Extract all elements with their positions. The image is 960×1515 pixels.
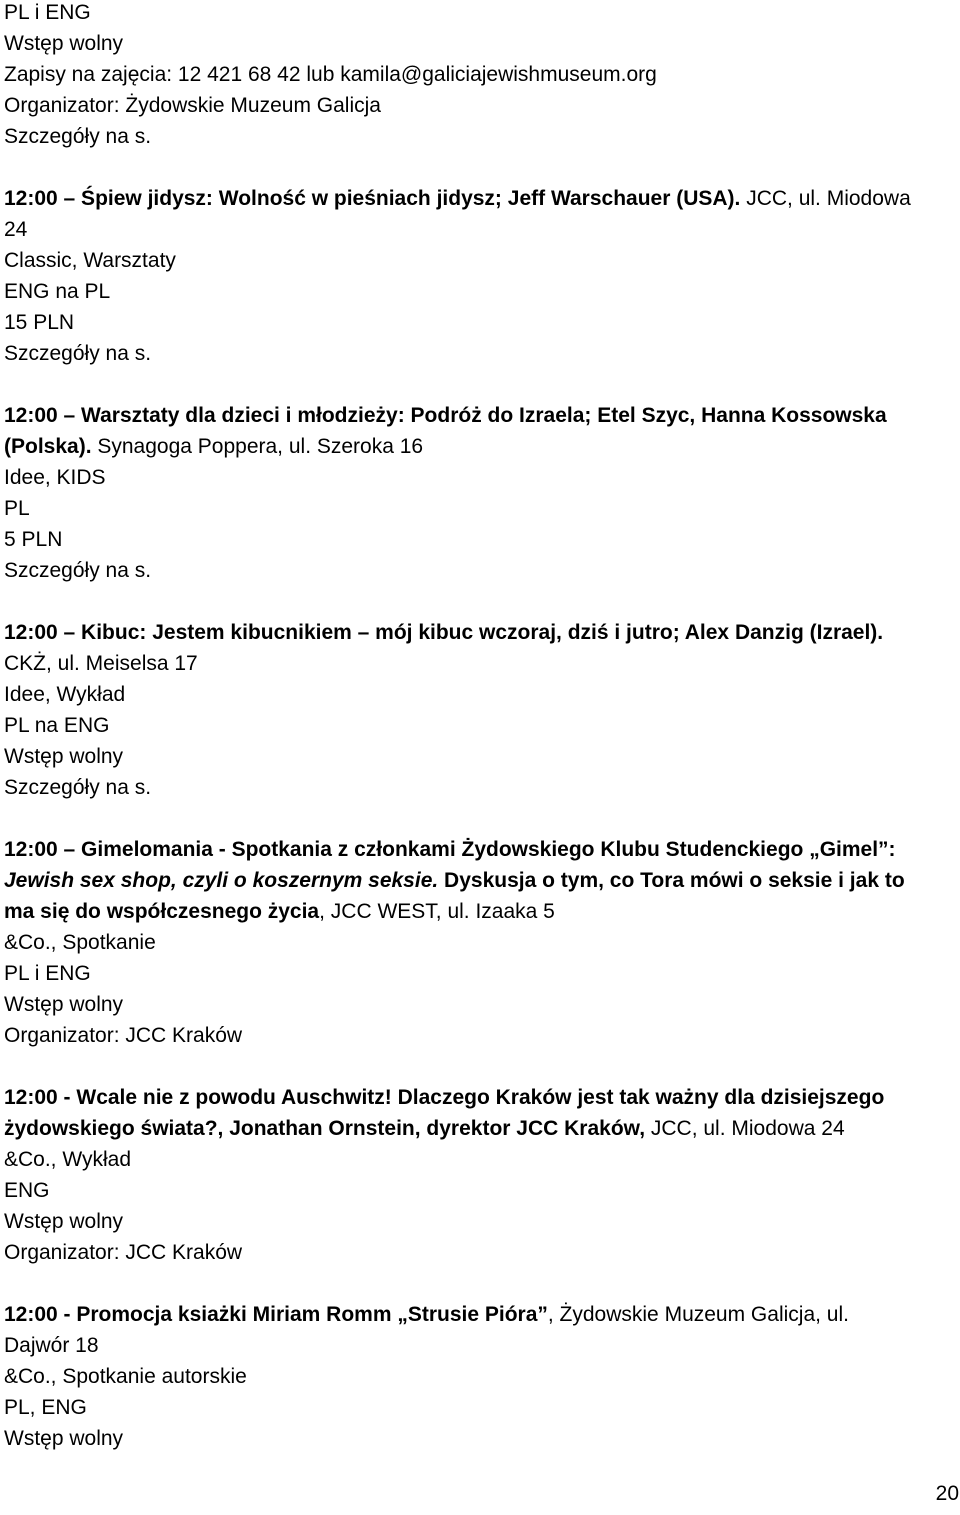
language-line: PL: [4, 497, 30, 520]
details-line: Szczegóły na s.: [4, 125, 152, 148]
event-block-3: [4, 617, 932, 803]
event-block-1: [4, 183, 932, 369]
price-line: Wstęp wolny: [4, 32, 124, 55]
category-line: Classic, Warsztaty: [4, 249, 176, 272]
category-line: &Co., Wykład: [4, 1148, 132, 1171]
language-line: ENG: [4, 1179, 50, 1202]
details-line: Szczegóły na s.: [4, 776, 152, 799]
price-line: 15 PLN: [4, 311, 75, 334]
organizer-line: Organizator: JCC Kraków: [4, 1241, 243, 1264]
event-block-4: [4, 834, 932, 1051]
event-venue: JCC, ul. Miodowa: [740, 187, 911, 210]
organizer-line: Organizator: JCC Kraków: [4, 1024, 243, 1047]
event-block-5: [4, 1082, 932, 1268]
event-title: 12:00 - Wcale nie z powodu Auschwitz! Dlaczego Kraków jest tak ważny dla dzisiejszego: [4, 1086, 885, 1109]
event-title: 12:00 – Śpiew jidysz: Wolność w pieśniach jidysz; Jeff Warschauer (USA).: [4, 187, 741, 210]
language-line: PL i ENG: [4, 1, 91, 24]
organizer-line: Organizator: Żydowskie Muzeum Galicja: [4, 94, 381, 117]
event-title: 12:00 – Gimelomania - Spotkania z członkami Żydowskiego Klubu Studenckiego „Gimel”:: [4, 838, 896, 861]
event-venue-cont: 24: [4, 218, 28, 241]
language-line: PL na ENG: [4, 714, 110, 737]
event-venue: CKŻ, ul. Meiselsa 17: [4, 652, 198, 675]
event-venue: Synagoga Poppera, ul. Szeroka 16: [91, 435, 424, 458]
event-title: 12:00 – Warsztaty dla dzieci i młodzieży: Podróż do Izraela; Etel Szyc, Hanna Kossowska: [4, 404, 887, 427]
event-title-cont: Dyskusja o tym, co Tora mówi o seksie i jak to: [438, 869, 905, 892]
price-line: Wstęp wolny: [4, 745, 124, 768]
event-title: 12:00 - Promocja ksiażki Miriam Romm „Strusie Pióra”: [4, 1303, 548, 1326]
event-venue: , JCC WEST, ul. Izaaka 5: [319, 900, 555, 923]
category-line: Idee, KIDS: [4, 466, 106, 489]
page-number: 20: [935, 1482, 959, 1505]
language-line: PL i ENG: [4, 962, 91, 985]
category-line: &Co., Spotkanie autorskie: [4, 1365, 247, 1388]
event-venue: , Żydowskie Muzeum Galicja, ul.: [547, 1303, 849, 1326]
event-block-0: [4, 0, 932, 152]
event-venue: JCC, ul. Miodowa 24: [645, 1117, 845, 1140]
event-title-cont-2: ma się do współczesnego życia: [4, 900, 320, 923]
event-venue-cont: Dajwór 18: [4, 1334, 99, 1357]
details-line: Szczegóły na s.: [4, 342, 152, 365]
signup-line: Zapisy na zajęcia: 12 421 68 42 lub kamila@galiciajewishmuseum.org: [4, 63, 657, 86]
price-line: 5 PLN: [4, 528, 63, 551]
language-line: PL, ENG: [4, 1396, 87, 1419]
language-line: ENG na PL: [4, 280, 111, 303]
price-line: Wstęp wolny: [4, 1210, 124, 1233]
event-block-2: [4, 400, 932, 586]
event-title-italic: Jewish sex shop, czyli o koszernym seksie.: [4, 869, 439, 892]
category-line: Idee, Wykład: [4, 683, 126, 706]
event-title-cont: (Polska).: [4, 435, 92, 458]
program-page: [4, 0, 932, 1454]
category-line: &Co., Spotkanie: [4, 931, 156, 954]
event-title: 12:00 – Kibuc: Jestem kibucnikiem – mój kibuc wczoraj, dziś i jutro; Alex Danzig (Izrael).: [4, 621, 884, 644]
price-line: Wstęp wolny: [4, 993, 124, 1016]
event-title-cont: żydowskiego świata?, Jonathan Ornstein, dyrektor JCC Kraków,: [4, 1117, 646, 1140]
details-line: Szczegóły na s.: [4, 559, 152, 582]
event-block-6: [4, 1299, 932, 1454]
price-line: Wstęp wolny: [4, 1427, 124, 1450]
